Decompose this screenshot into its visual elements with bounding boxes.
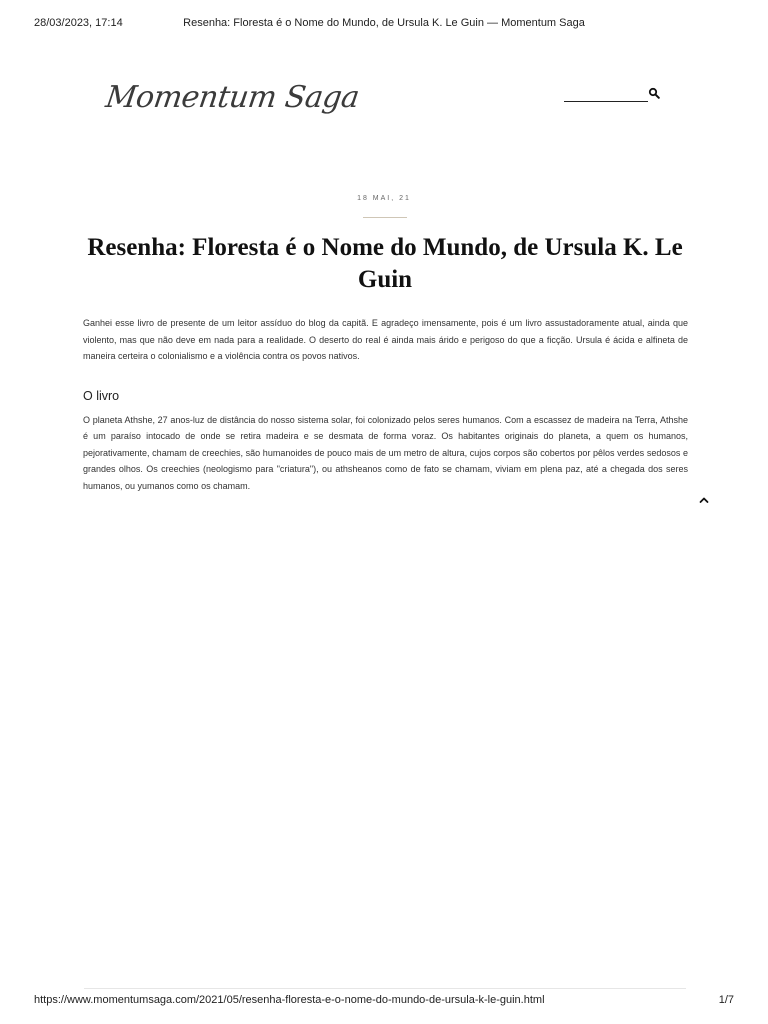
date-divider [363, 217, 407, 218]
print-page-number: 1/7 [718, 994, 734, 1006]
site-header [0, 70, 768, 130]
site-logo[interactable]: Momentum Saga [103, 80, 362, 115]
print-document-title: Resenha: Floresta é o Nome do Mundo, de Ursula K. Le Guin — Momentum Saga [183, 17, 585, 29]
post-date: 18 MAI, 21 [357, 195, 411, 202]
section-paragraph: O planeta Athshe, 27 anos-luz de distância do nosso sistema solar, foi colonizado pelos seres humanos. Com a escassez de madeira na Terra, Athshe é um paraíso intocado de onde se retira madeira e se desmata de forma voraz. Os habitantes originais do planeta, a quem os humanos, pejorativamente, chamam de creechies, são humanoides de pouco mais de um metro de altura, cujos corpos são cobertos por pêlos verdes sedosos e grandes olhos. Os creechies (neologismo para "criatura"), ou athsheanos como de fato se chamam, viviam em plena paz, até a chegada dos seres humanos, ou yumanos como os chamam. [83, 414, 688, 491]
footer-divider [84, 988, 686, 989]
print-footer [34, 994, 734, 1008]
post-content [83, 315, 688, 494]
print-url: https://www.momentumsaga.com/2021/05/resenha-floresta-e-o-nome-do-mundo-de-ursula-k-le-guin.html [34, 994, 545, 1006]
search-icon[interactable] [648, 87, 660, 99]
search-box[interactable] [564, 88, 660, 102]
post-title: Resenha: Floresta é o Nome do Mundo, de Ursula K. Le Guin [87, 234, 683, 293]
search-input[interactable] [564, 101, 648, 102]
print-datetime: 28/03/2023, 17:14 [34, 17, 123, 29]
print-header [34, 17, 734, 31]
chevron-up-icon[interactable] [697, 493, 711, 507]
intro-paragraph: Ganhei esse livro de presente de um leitor assíduo do blog da capitã. E agradeço imensamente, pois é um livro assustadoramente atual, ainda que violento, mas que não deve em nada para a realidade. O deserto do real é ainda mais árido e perigoso do que a ficção. Ursula é ácida e alfineta de maneira certeira o colonialismo e a violência contra os povos nativos. [83, 318, 688, 361]
section-heading: O livro [83, 388, 120, 403]
